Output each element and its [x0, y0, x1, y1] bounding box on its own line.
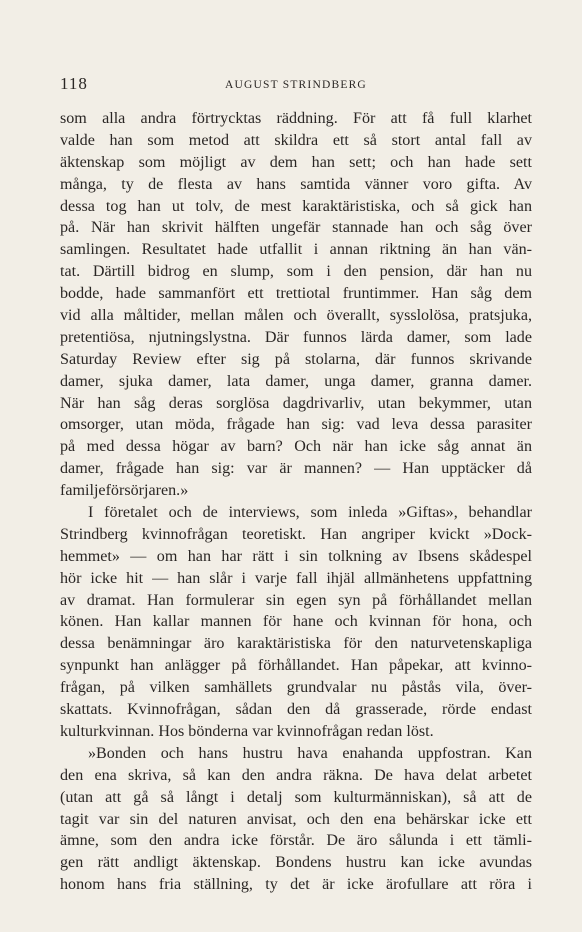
text-line: gen rätt andligt äktenskap. Bondens hustru kan icke avundas [60, 854, 532, 872]
text-line: bodde, hade sammanfört ett trettiotal fruntimmer. Han såg dem [60, 285, 532, 303]
text-line: honom hans fria ställning, ty det är icke ärofullare att röra i [60, 876, 532, 894]
text-line: tat. Därtill bidrog en slump, som i den pension, där han nu [60, 263, 532, 281]
text-line: på. När han skrivit hälften ungefär stannade han och såg över [60, 219, 532, 237]
text-line: dessa tog han ut tolv, de mest karaktäristiska, och så gick han [60, 197, 532, 215]
text-line: damer, frågade han sig: var är mannen? — Han upptäcker då [60, 460, 532, 478]
text-line-paragraph-end: kulturkvinnan. Hos bönderna var kvinnofrågan redan löst. [60, 722, 434, 740]
page-number: 118 [60, 74, 88, 93]
text-line: Saturday Review efter sig på stolarna, där funnos skrivande [60, 350, 532, 368]
text-line: Strindberg kvinnofrågan teoretiskt. Han angriper kvickt »Dock- [60, 525, 532, 543]
text-line: dessa benämningar äro karaktäristiska för den naturvetenskapliga [60, 635, 532, 653]
text-line: frågan, på vilken samhällets grundvalar nu påstås vila, över- [60, 679, 532, 697]
text-line: hör icke hit — han slår i varje fall ihjäl allmänhetens uppfattning [60, 569, 532, 587]
text-line-paragraph-end: familjeförsörjaren.» [60, 482, 189, 500]
text-line: tagit var sin del naturen anvisat, och den ena behärskar icke ett [60, 810, 532, 828]
text-line: som alla andra förtrycktas räddning. För att få full klarhet [60, 110, 532, 127]
text-line: (utan att gå så långt i detalj som kulturmänniskan), så att de [60, 788, 532, 806]
text-line: synpunkt han anlägger på förhållandet. Han påpekar, att kvinno- [60, 657, 532, 675]
text-line: damer, sjuka damer, lata damer, unga damer, granna damer. [60, 372, 532, 390]
text-line: hemmet» — om han har rätt i sin tolkning av Ibsens skådespel [60, 547, 532, 565]
text-line: pretentiösa, njutningslystna. Där funnos lärda damer, som lade [60, 328, 532, 346]
text-line: äktenskap som möjligt av dem han sett; och han hade sett [60, 153, 532, 171]
text-line: samlingen. Resultatet hade utfallit i annan riktning än han vän- [60, 241, 532, 259]
text-line: vid alla måltider, mellan målen och överallt, sysslolösa, pratsjuka, [60, 307, 532, 325]
text-line: på med dessa högar av barn? Och när han icke såg annat än [60, 438, 532, 456]
text-line: omsorger, utan möda, frågade han sig: vad leva dessa parasiter [60, 416, 532, 434]
text-line: den ena skriva, så kan den andra räkna. De hava delat arbetet [60, 766, 532, 784]
body-text [60, 108, 532, 896]
text-line-paragraph-start: »Bonden och hans hustru hava enahanda uppfostran. Kan [88, 744, 532, 762]
text-line: När han såg deras sorglösa dagdrivarliv, utan bekymmer, utan [60, 394, 532, 412]
running-header [60, 74, 532, 96]
text-line: skattats. Kvinnofrågan, sådan den då grasserade, rörde endast [60, 701, 532, 719]
text-line: ämne, som den andra icke förstår. De äro sålunda i ett tämli- [60, 832, 532, 850]
text-line: av dramat. Han formulerar sin egen syn på förhållandet mellan [60, 591, 532, 609]
text-line: många, ty de flesta av hans samtida vänner voro gifta. Av [60, 175, 532, 193]
text-line-paragraph-start: I företalet och de interviews, som inleda »Giftas», behandlar [88, 504, 532, 522]
text-line: valde han som metod att skildra ett så stort antal fall av [60, 131, 532, 149]
running-title: AUGUST STRINDBERG [225, 79, 367, 91]
text-line: könen. Han kallar mannen för hane och kvinnan för hona, och [60, 613, 532, 631]
